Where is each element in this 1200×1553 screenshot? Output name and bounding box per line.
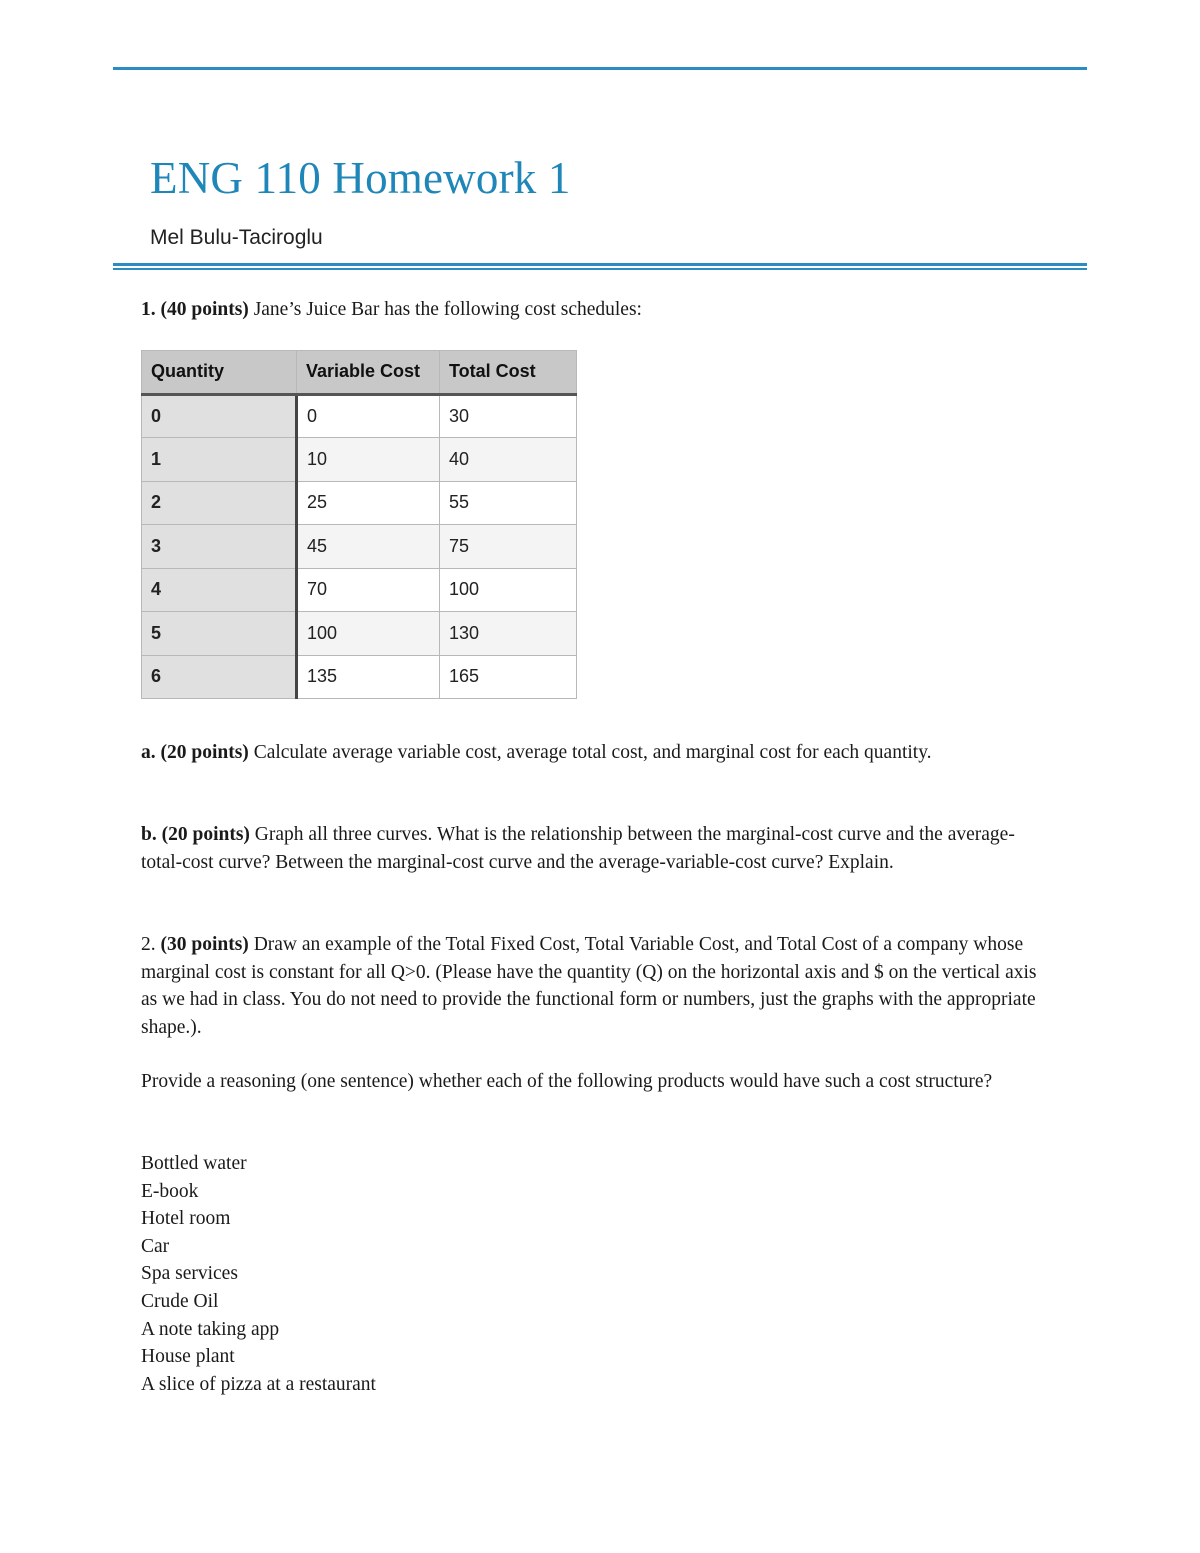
- header-total-cost: Total Cost: [440, 351, 577, 395]
- document-title: ENG 110 Homework 1: [150, 153, 571, 203]
- table-row: [142, 612, 577, 656]
- cell-variable-cost: 25: [297, 481, 440, 525]
- question-1a-points: (20 points): [160, 742, 249, 763]
- cell-quantity: 2: [142, 481, 297, 525]
- cell-quantity: 0: [142, 394, 297, 438]
- question-1-points: (40 points): [160, 299, 249, 320]
- list-item: Crude Oil: [141, 1290, 219, 1312]
- question-1-label: 1.: [141, 299, 161, 320]
- list-item: Car: [141, 1235, 170, 1257]
- question-2-text: Draw an example of the Total Fixed Cost, Total Variable Cost, and Total Cost of a company whose marginal cost is constant for all Q>0. (Please have the quantity (Q) on the horizontal axis and $ on the vertical axis as we had in class. You do not need to provide the functional form or numbers, just the graphs with the appropriate shape.).: [141, 934, 1037, 1038]
- cell-variable-cost: 100: [297, 612, 440, 656]
- cell-total-cost: 75: [440, 525, 577, 569]
- header-variable-cost: Variable Cost: [297, 351, 440, 395]
- cell-variable-cost: 10: [297, 438, 440, 482]
- question-1: [141, 296, 1061, 324]
- cell-total-cost: 40: [440, 438, 577, 482]
- list-item: A slice of pizza at a restaurant: [141, 1373, 376, 1395]
- question-1a: [141, 739, 1021, 767]
- cell-quantity: 6: [142, 655, 297, 699]
- table-row: [142, 525, 577, 569]
- table-row: [142, 655, 577, 699]
- cell-variable-cost: 70: [297, 568, 440, 612]
- question-2-label: 2.: [141, 934, 161, 955]
- top-rule: [113, 67, 1087, 70]
- table-row: [142, 481, 577, 525]
- list-item: Spa services: [141, 1263, 238, 1285]
- cell-quantity: 1: [142, 438, 297, 482]
- list-item: Hotel room: [141, 1208, 231, 1230]
- product-list: [141, 1150, 376, 1398]
- question-2-points: (30 points): [160, 934, 249, 955]
- table-row: [142, 394, 577, 438]
- cell-variable-cost: 0: [297, 394, 440, 438]
- cost-schedule-table: [141, 350, 577, 699]
- list-item: Bottled water: [141, 1153, 247, 1174]
- cell-total-cost: 55: [440, 481, 577, 525]
- header-rule-secondary: [113, 268, 1087, 270]
- question-1b: [141, 821, 1051, 876]
- table-row: [142, 438, 577, 482]
- question-1a-text: Calculate average variable cost, average total cost, and marginal cost for each quantity.: [248, 742, 932, 763]
- cell-quantity: 4: [142, 568, 297, 612]
- question-1-text: Jane’s Juice Bar has the following cost schedules:: [248, 299, 642, 320]
- reasoning-prompt: Provide a reasoning (one sentence) whether each of the following products would have such a cost structure?: [141, 1071, 993, 1092]
- question-2: [141, 931, 1051, 1041]
- question-1b-points: (20 points): [161, 824, 250, 845]
- list-item: A note taking app: [141, 1318, 280, 1340]
- question-1b-text: Graph all three curves. What is the relationship between the marginal-cost curve and the average-total-cost curve? Between the marginal-cost curve and the average-variable-cost curve? Explain.: [141, 824, 1015, 873]
- table-row: [142, 568, 577, 612]
- author-name: Mel Bulu-Taciroglu: [150, 226, 323, 249]
- header-quantity: Quantity: [142, 351, 297, 395]
- question-1b-label: b.: [141, 824, 162, 845]
- cell-total-cost: 165: [440, 655, 577, 699]
- cell-variable-cost: 135: [297, 655, 440, 699]
- cell-total-cost: 100: [440, 568, 577, 612]
- cell-quantity: 5: [142, 612, 297, 656]
- cell-total-cost: 130: [440, 612, 577, 656]
- header-rule: [113, 263, 1087, 266]
- list-item: E-book: [141, 1180, 199, 1202]
- list-item: House plant: [141, 1346, 235, 1368]
- question-1a-label: a.: [141, 742, 161, 763]
- cell-total-cost: 30: [440, 394, 577, 438]
- cell-quantity: 3: [142, 525, 297, 569]
- table-header-row: [142, 351, 577, 395]
- cell-variable-cost: 45: [297, 525, 440, 569]
